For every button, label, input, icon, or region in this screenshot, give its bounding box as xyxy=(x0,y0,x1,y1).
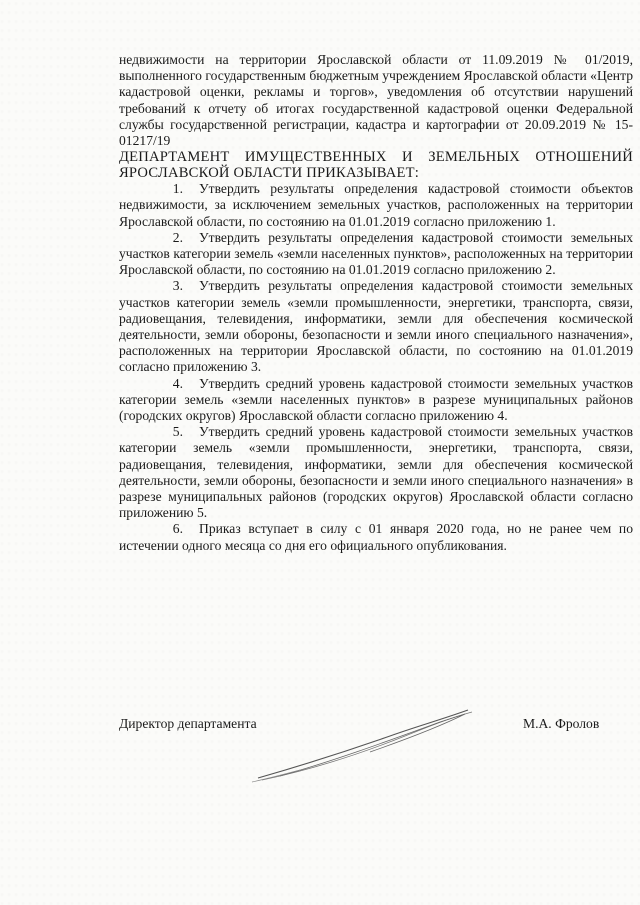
intro-paragraph: недвижимости на территории Ярославской области от 11.09.2019 № 01/2019, выполненного государственным бюджетным учреждением Ярославской области «Центр кадастровой оценки, рекламы и торгов», уведомления об отсутствии нарушений требований к отчету об итогах государственной кадастровой оценки Федеральной службы государственной регистрации, кадастра и картографии от 20.09.2019 № 15-01217/19 xyxy=(119,52,633,149)
item-number: 6. xyxy=(172,521,183,537)
order-heading: ДЕПАРТАМЕНТ ИМУЩЕСТВЕННЫХ И ЗЕМЕЛЬНЫХ ОТНОШЕНИЙ ЯРОСЛАВСКОЙ ОБЛАСТИ ПРИКАЗЫВАЕТ: xyxy=(119,149,633,182)
item-text: Утвердить средний уровень кадастровой стоимости земельных участков категории земель «земли населенных пунктов» в разрезе муниципальных районов (городских округов) Ярославской области согласно приложению 4. xyxy=(119,375,633,424)
list-item xyxy=(119,181,633,230)
item-text: Приказ вступает в силу с 01 января 2020 года, но не ранее чем по истечении одного месяца со дня его официального опубликования. xyxy=(119,521,633,553)
item-text: Утвердить результаты определения кадастровой стоимости земельных участков категории земель «земли промышленности, энергетики, транспорта, связи, радиовещания, телевидения, информатики, земли для обеспечения космической деятельности, земли обороны, безопасности и земли иного специального назначения», расположенных на территории Ярославской области, по состоянию на 01.01.2019 согласно приложению 3. xyxy=(119,278,633,375)
item-number: 1. xyxy=(172,181,183,197)
item-text: Утвердить результаты определения кадастровой стоимости земельных участков категории земель «земли населенных пунктов», расположенных на территории Ярославской области, по состоянию на 01.01.2019 согласно приложению 2. xyxy=(119,229,633,278)
signatory-title: Директор департамента xyxy=(119,716,257,731)
item-number: 3. xyxy=(172,278,183,294)
item-text: Утвердить результаты определения кадастровой стоимости объектов недвижимости, за исключением земельных участков, расположенных на территории Ярославской области, по состоянию на 01.01.2019 согласно приложению 1. xyxy=(119,181,633,229)
document-body xyxy=(119,52,633,554)
list-item xyxy=(119,376,633,425)
item-text: Утвердить средний уровень кадастровой стоимости земельных участков категории земель «земли промышленности, энергетики, транспорта, связи, радиовещания, телевидения, информатики, земли для обеспечения космической деятельности, земли обороны, безопасности и земли иного специального назначения» в разрезе муниципальных районов (городских округов) Ярославской области согласно приложению 5. xyxy=(119,424,633,521)
handwritten-signature xyxy=(240,700,480,790)
list-item xyxy=(119,521,633,553)
item-number: 5. xyxy=(172,424,183,440)
signatory-name: М.А. Фролов xyxy=(523,716,600,731)
item-number: 4. xyxy=(172,375,183,391)
item-number: 2. xyxy=(172,229,183,245)
list-item xyxy=(119,278,633,375)
list-item xyxy=(119,230,633,279)
list-item xyxy=(119,424,633,521)
